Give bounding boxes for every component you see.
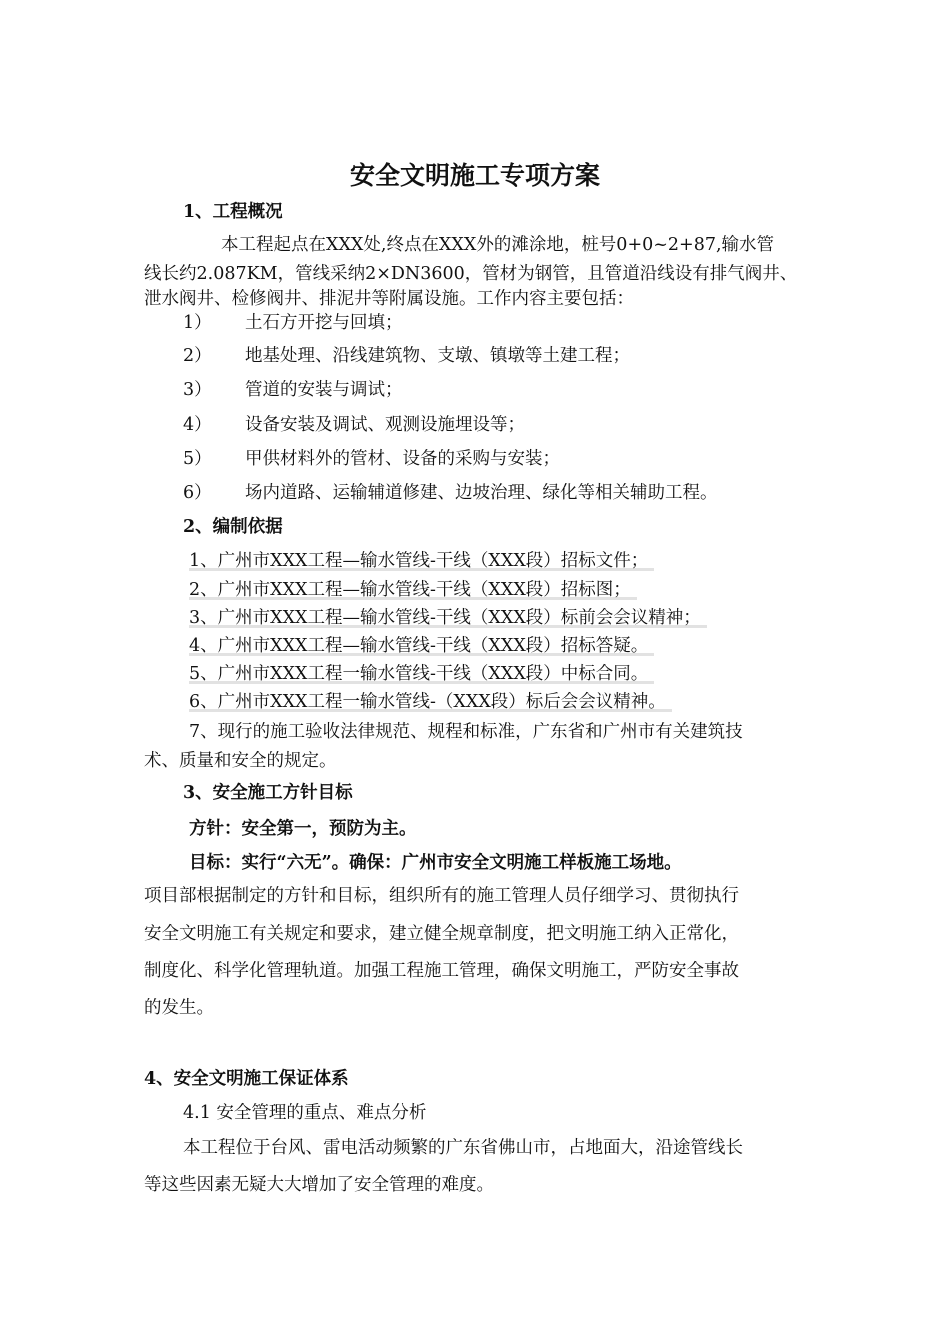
work-item-number: 5）: [183, 449, 212, 469]
section-3-paragraph-line: 的发生。: [144, 998, 214, 1018]
basis-item-text: 2、广州市XXX工程—输水管线-干线（XXX段）招标图；: [189, 580, 637, 600]
section-1-paragraph-line: 线长约2.087KM，管线采纳2×DN3600，管材为钢管，且管道沿线设有排气阀井、: [144, 264, 798, 284]
section-3-heading: 3、安全施工方针目标: [183, 783, 353, 803]
work-item-number: 4）: [183, 415, 212, 435]
basis-item-text: 1、广州市XXX工程—输水管线-干线（XXX段）招标文件；: [189, 551, 654, 571]
document-title: 安全文明施工专项方案: [349, 161, 600, 190]
section-3-paragraph-line: 制度化、科学化管理轨道。加强工程施工管理，确保文明施工，严防安全事故: [144, 961, 739, 981]
basis-item: [189, 662, 654, 686]
work-item-text: 设备安装及调试、观测设施埋设等；: [245, 415, 525, 435]
work-item-text: 场内道路、运输辅道修建、边坡治理、绿化等相关辅助工程。: [245, 483, 718, 503]
basis-item: [189, 606, 707, 630]
basis-item: [189, 690, 672, 714]
section-4-paragraph-line: 等这些因素无疑大大增加了安全管理的难度。: [144, 1175, 494, 1195]
basis-item: [189, 549, 654, 573]
basis-item: [189, 578, 637, 602]
section-2-heading: 2、编制依据: [183, 517, 283, 537]
work-item-number: 6）: [183, 483, 212, 503]
section-4-heading: 4、安全文明施工保证体系: [144, 1069, 349, 1089]
work-item-number: 2）: [183, 346, 212, 366]
basis-item-text: 6、广州市XXX工程一输水管线-（XXX段）标后会会议精神。: [189, 692, 672, 712]
section-1-paragraph-line: 泄水阀井、检修阀井、排泥井等附属设施。工作内容主要包括：: [144, 289, 634, 309]
section-3-paragraph-line: 项目部根据制定的方针和目标，组织所有的施工管理人员仔细学习、贯彻执行: [144, 886, 739, 906]
section-1-paragraph-line: 本工程起点在XXX处,终点在XXX外的滩涂地，桩号0+0~2+87,输水管: [221, 235, 775, 255]
basis-item: [189, 634, 654, 658]
basis-item-text: 5、广州市XXX工程一输水管线-干线（XXX段）中标合同。: [189, 664, 654, 684]
basis-item-7-line: 7、现行的施工验收法律规范、规程和标准，广东省和广州市有关建筑技: [189, 722, 743, 742]
goal-line: 目标：实行“六无”。确保：广州市安全文明施工样板施工场地。: [189, 853, 682, 873]
work-item-text: 地基处理、沿线建筑物、支墩、镇墩等土建工程；: [245, 346, 630, 366]
basis-item-7-line: 术、质量和安全的规定。: [144, 751, 337, 771]
subsection-4-1-heading: 4.1 安全管理的重点、难点分析: [183, 1103, 427, 1123]
work-item-text: 土石方开挖与回填；: [245, 313, 403, 333]
basis-item-text: 4、广州市XXX工程—输水管线-干线（XXX段）招标答疑。: [189, 636, 654, 656]
work-item-text: 管道的安装与调试；: [245, 380, 403, 400]
work-item-number: 1）: [183, 313, 212, 333]
basis-item-text: 3、广州市XXX工程—输水管线-干线（XXX段）标前会会议精神；: [189, 608, 707, 628]
section-4-paragraph-line: 本工程位于台风、雷电活动频繁的广东省佛山市，占地面大，沿途管线长: [183, 1138, 743, 1158]
policy-line: 方针：安全第一，预防为主。: [189, 819, 417, 839]
section-3-paragraph-line: 安全文明施工有关规定和要求，建立健全规章制度，把文明施工纳入正常化，: [144, 924, 739, 944]
work-item-number: 3）: [183, 380, 212, 400]
section-1-heading: 1、工程概况: [183, 202, 283, 222]
work-item-text: 甲供材料外的管材、设备的采购与安装；: [245, 449, 560, 469]
